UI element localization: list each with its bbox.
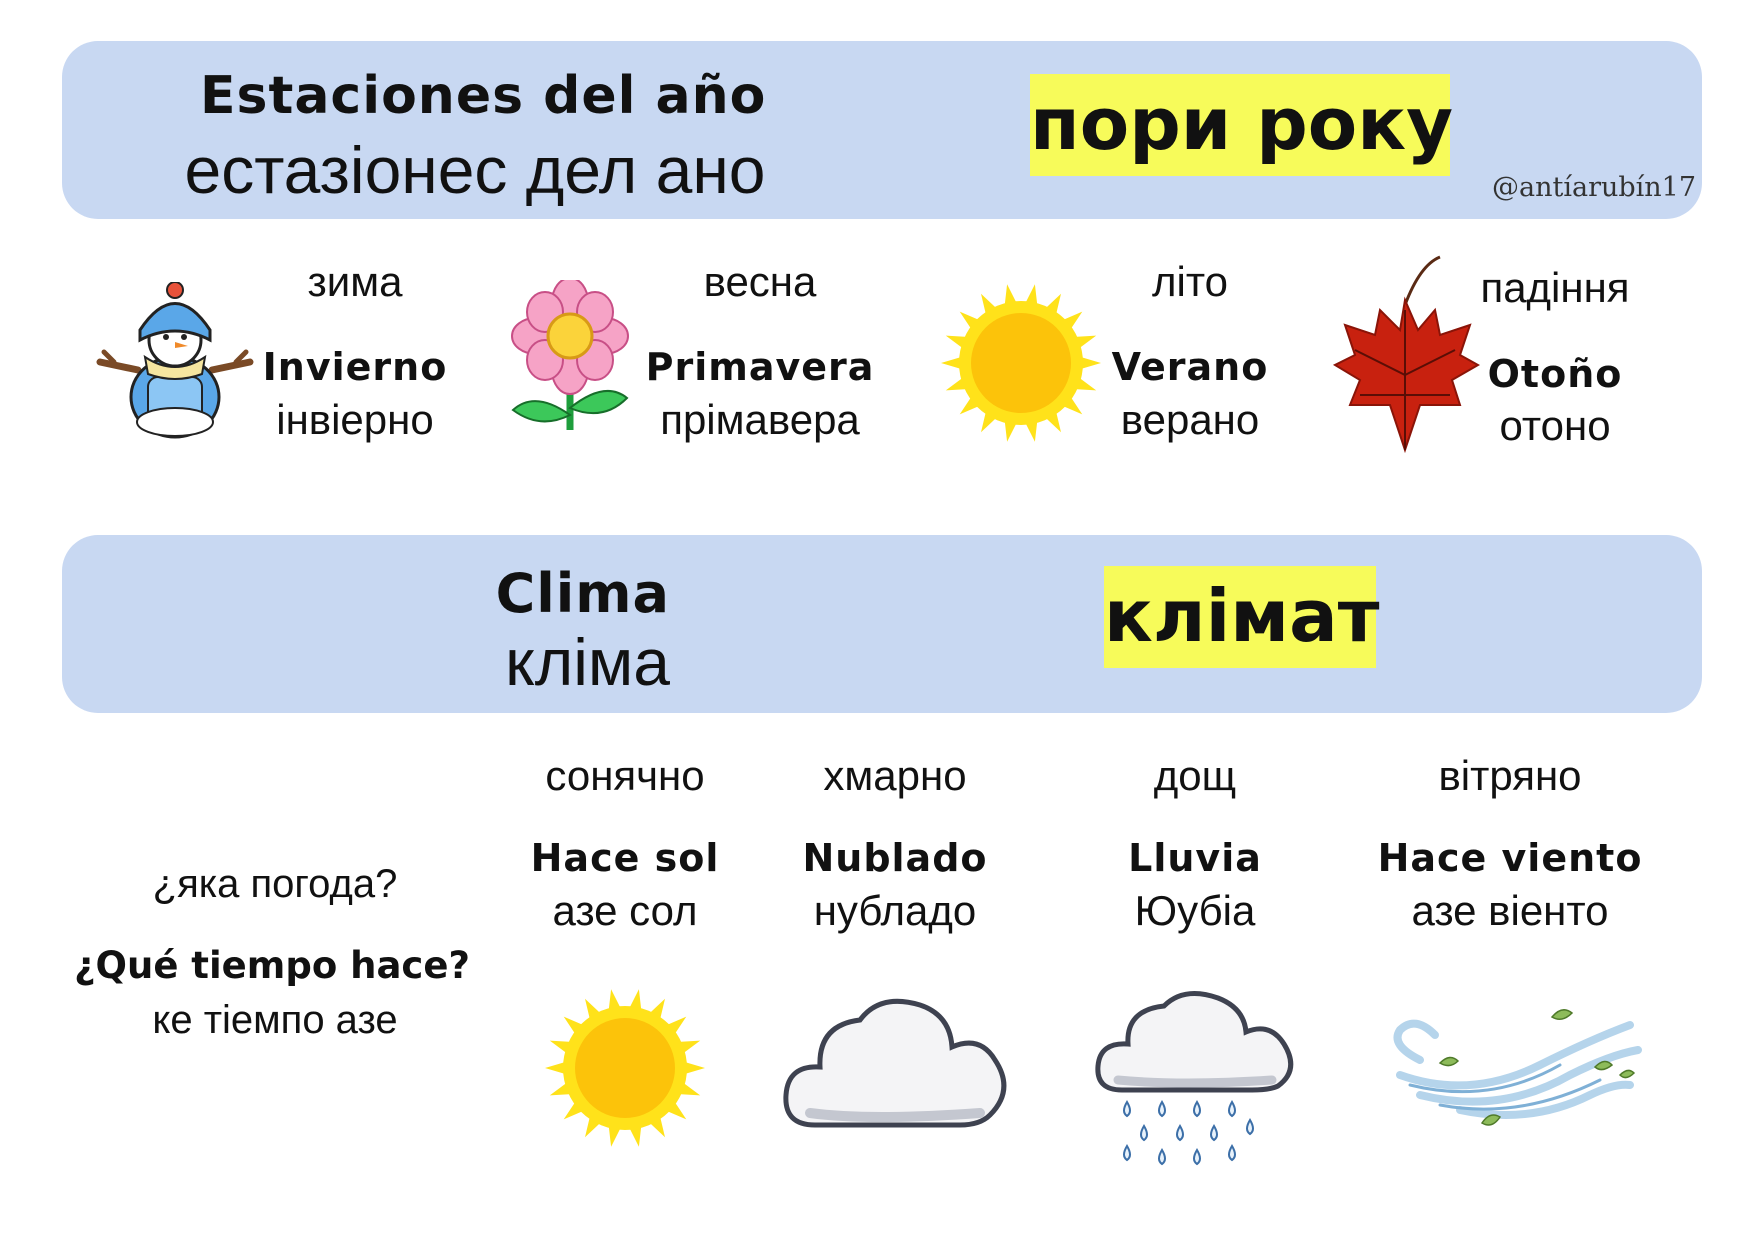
- season-spring-spanish: Primavera: [645, 345, 875, 389]
- author-handle: @antíarubín17: [1492, 172, 1697, 203]
- wind-icon: [1380, 1005, 1650, 1135]
- season-spring-ukrainian: весна: [703, 258, 817, 305]
- sun-icon: [938, 280, 1104, 446]
- climate-banner: [62, 535, 1702, 713]
- weather-sunny-spanish: Hace sol: [530, 836, 720, 880]
- seasons-title-ukrainian: пори року: [1030, 74, 1450, 176]
- weather-rain-spanish: Lluvia: [1128, 836, 1262, 880]
- season-winter-ukrainian: зима: [307, 258, 403, 305]
- question-ukrainian: ¿яка погода?: [152, 862, 398, 906]
- question-spanish: ¿Qué tiempo hace?: [74, 944, 470, 987]
- climate-title-spanish: Clima: [495, 562, 670, 625]
- question-pronunciation: ке тіемпо азе: [152, 998, 398, 1042]
- weather-cloudy-spanish: Nublado: [802, 836, 988, 880]
- season-autumn-ukrainian: падіння: [1480, 264, 1630, 311]
- weather-windy-spanish: Hace viento: [1377, 836, 1643, 880]
- cloud-icon: [780, 995, 1015, 1135]
- weather-windy-pronunciation: азе віенто: [1411, 887, 1609, 934]
- weather-sunny-pronunciation: азе сол: [552, 887, 698, 934]
- climate-title-ukrainian: клімат: [1104, 566, 1376, 668]
- snowman-icon: [90, 282, 260, 442]
- weather-cloudy-pronunciation: нубладо: [813, 887, 977, 934]
- seasons-title-pronunciation: естазіонес дел ано: [184, 133, 766, 207]
- season-winter-spanish: Invierno: [262, 345, 448, 389]
- weather-rain-ukrainian: дощ: [1153, 752, 1237, 799]
- weather-sunny-ukrainian: сонячно: [545, 752, 705, 799]
- weather-windy-ukrainian: вітряно: [1438, 752, 1582, 799]
- flower-icon: [505, 280, 635, 445]
- rain-cloud-icon: [1092, 990, 1302, 1175]
- sun-icon: [542, 985, 708, 1151]
- climate-title-pronunciation: кліма: [505, 625, 670, 699]
- season-autumn-spanish: Otoño: [1487, 352, 1623, 396]
- season-autumn-pronunciation: отоно: [1499, 402, 1611, 449]
- season-summer-spanish: Verano: [1111, 345, 1269, 389]
- season-winter-pronunciation: інвіерно: [276, 396, 434, 443]
- season-summer-pronunciation: верано: [1120, 396, 1260, 443]
- weather-cloudy-ukrainian: хмарно: [823, 752, 967, 799]
- season-spring-pronunciation: прімавера: [660, 396, 860, 443]
- season-summer-ukrainian: літо: [1152, 258, 1228, 305]
- weather-rain-pronunciation: Юубіа: [1134, 887, 1256, 934]
- seasons-title-spanish: Estaciones del año: [200, 66, 767, 126]
